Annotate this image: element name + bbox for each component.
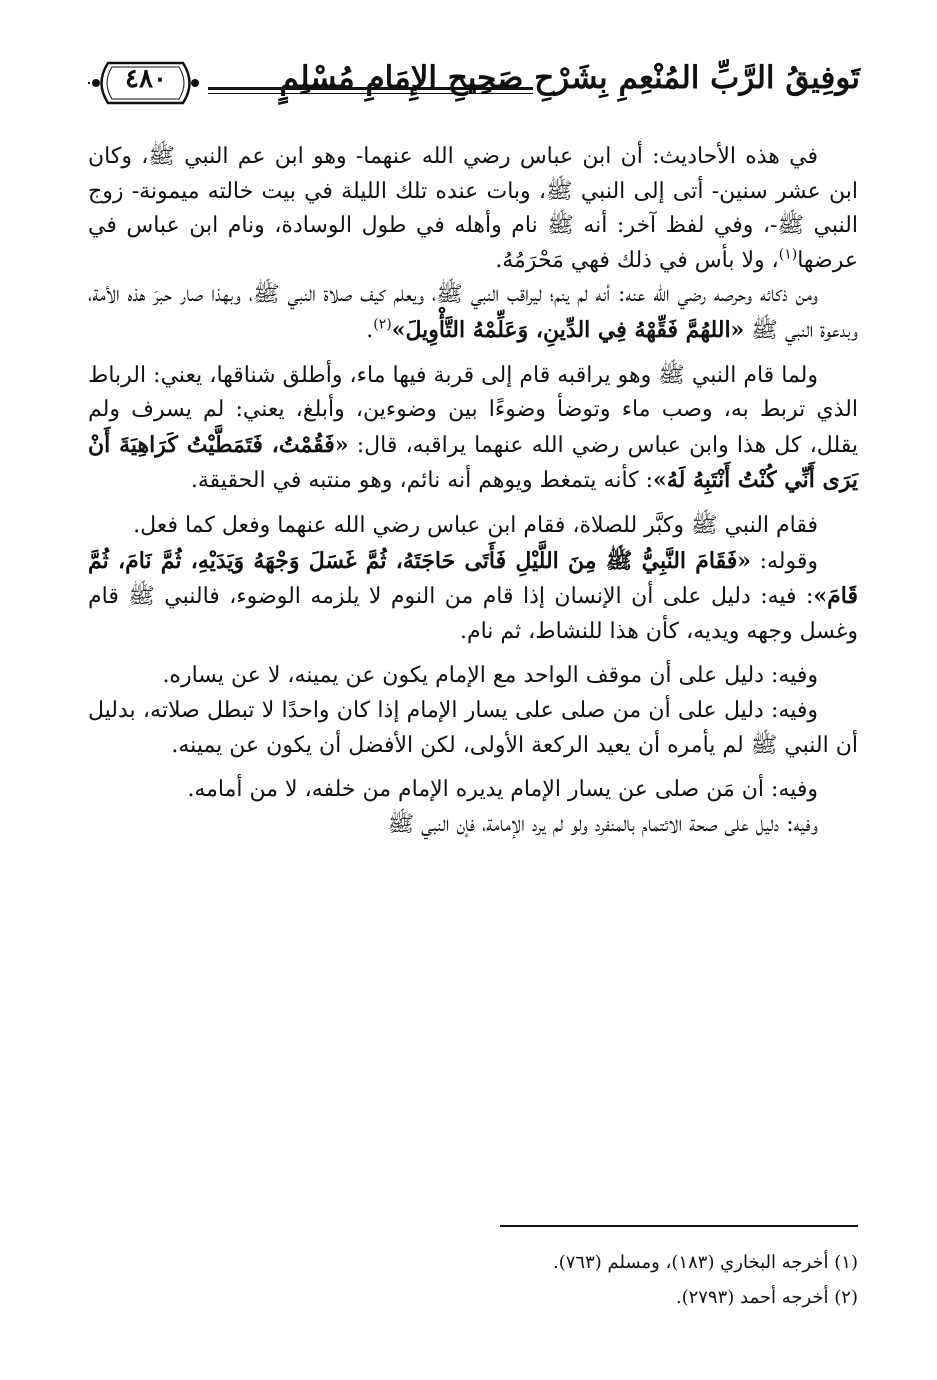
footnote-marker: (٢) xyxy=(373,316,392,333)
text-segment: ولما قام النبي ﷺ وهو يراقبه قام إلى قربة فيها ماء، وأطلق شناقها، يعني: الرباط الذي تربط به، وصب ماء وتوضأ وضوءًا بين وضوءين، وأبلغ، يعني: لم يسرف ولم يقلل، كل هذا وابن عباس رضي الله عنهما يراقبه، قال: xyxy=(88,362,858,458)
hadith-quote: «فَقَامَ النَّبِيُّ ﷺ مِنَ اللَّيْلِ فَأَتَى حَاجَتَهُ، ثُمَّ غَسَلَ وَجْهَهُ وَيَدَيْهِ، ثُمَّ نَامَ، ثُمَّ قَامَ» xyxy=(88,547,858,610)
hadith-quote: «اللهُمَّ فَقِّهْهُ فِي الدِّينِ، وَعَلِّمْهُ التَّأْوِيلَ» xyxy=(391,316,745,343)
text-segment: وقوله: xyxy=(751,548,818,574)
paragraph-p4 xyxy=(88,509,858,544)
main-text xyxy=(88,140,858,842)
text-segment: وفيه: دليل على أن من صلى على يسار الإمام إذا كان واحدًا لا تبطل صلاته، بدليل أن النبي ﷺ لم يأمره أن يعيد الركعة الأولى، لكن الأفضل أن يكون عن يمينه. xyxy=(88,697,858,758)
text-segment: وفيه: أن مَن صلى عن يسار الإمام يديره الإمام من خلفه، لا من أمامه. xyxy=(187,777,818,803)
paragraph-p3 xyxy=(88,359,858,499)
paragraph-p7 xyxy=(88,694,858,763)
page-number: ٤٨٠ xyxy=(125,64,167,94)
footnote-divider xyxy=(500,1225,858,1227)
footnote-2: (٢) أخرجه أحمد (٢٧٩٣). xyxy=(675,1287,858,1308)
hadith-quote: «فَقُمْتُ، فَتَمَطَّيْتُ كَرَاهِيَةَ أَنْ يَرَى أَنِّي كُنْتُ أَنْتَبِهُ لَهُ» xyxy=(88,431,858,494)
text-segment: وفيه: دليل على أن موقف الواحد مع الإمام يكون عن يمينه، لا عن يساره. xyxy=(162,663,818,689)
text-segment: وفيه: دليل على صحة الائتمام بالمنفرد ولو لم يرد الإمامة، فإن النبي ﷺ xyxy=(387,811,818,837)
text-segment: في هذه الأحاديث: أن ابن عباس رضي الله عنهما- وهو ابن عم النبي ﷺ، وكان ابن عشر سنين- أتى إلى النبي ﷺ، وبات عنده تلك الليلة في بيت خالته ميمونة- زوج النبي ﷺ-، وفي لفظ آخر: أنه ﷺ نام وأهله في طول الوسادة، ونام ابن عباس في عرضها xyxy=(88,144,858,273)
paragraph-p5 xyxy=(88,544,858,650)
paragraph-p2 xyxy=(88,278,858,348)
text-segment: ، ولا بأس في ذلك فهي مَحْرَمُهُ. xyxy=(495,247,779,273)
text-segment: ومن ذكائه وحرصه رضي الله عنه: أنه لم ينم؛ ليراقب النبي ﷺ، ويعلم كيف صلاة النبي ﷺ، وبهذا صار حبرَ هذه الأمة، وبدعوة النبي ﷺ xyxy=(88,282,858,343)
footnote-1: (١) أخرجه البخاري (١٨٣)، ومسلم (٧٦٣). xyxy=(553,1252,858,1273)
text-segment: : كأنه يتمغط ويوهم أنه نائم، وهو منتبه في الحقيقة. xyxy=(190,468,654,494)
paragraph-p6 xyxy=(88,659,858,694)
page-header xyxy=(88,52,868,122)
footnote-marker: (١) xyxy=(778,246,798,263)
text-segment: فقام النبي ﷺ وكبَّر للصلاة، فقام ابن عباس رضي الله عنهما وفعل كما فعل. xyxy=(133,512,818,538)
paragraph-p1 xyxy=(88,140,858,278)
paragraph-p9 xyxy=(88,808,858,843)
footnotes xyxy=(88,1245,858,1315)
book-title: تَوفِيقُ الرَّبِّ المُنْعِمِ بِشَرْحِ صَحِيحِ الإِمَامِ مُسْلِمٍ xyxy=(279,60,860,96)
text-segment: . xyxy=(366,317,374,343)
paragraph-p8 xyxy=(88,773,858,808)
text-segment: : فيه: دليل على أن الإنسان إذا قام من النوم لا يلزمه الوضوء، فالنبي ﷺ قام وغسل وجهه ويديه، كأن هذا للنشاط، ثم نام. xyxy=(88,584,858,644)
